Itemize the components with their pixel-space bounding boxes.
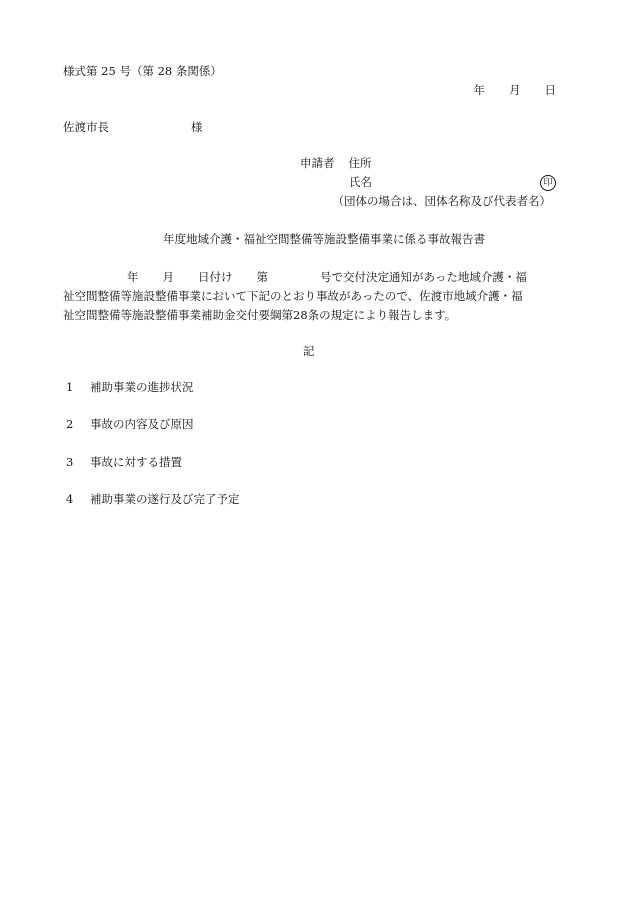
item-number: 2 <box>66 417 74 431</box>
group-note: （団体の場合は、団体名称及び代表者名） <box>332 194 551 208</box>
year-label: 年 <box>473 83 485 97</box>
body-line3: 祉空間整備等施設整備事業補助金交付要綱第28条の規定により報告します。 <box>63 308 457 322</box>
ki-heading: 記 <box>303 344 315 358</box>
body-date-suffix: 日付け <box>198 270 233 284</box>
item-label: 事故の内容及び原因 <box>90 417 194 431</box>
item-label: 補助事業の遂行及び完了予定 <box>90 492 240 506</box>
item-number: 3 <box>66 455 74 469</box>
addressee <box>63 122 203 134</box>
body-line1-rest: 号で交付決定通知があった地域介護・福 <box>320 270 527 284</box>
applicant-address-line <box>300 158 372 170</box>
report-title: 年度地域介護・福祉空間整備等施設整備事業に係る事故報告書 <box>163 232 485 246</box>
addressee-name: 佐渡市長 <box>63 120 109 134</box>
item-number: 4 <box>66 492 74 506</box>
list-item <box>66 382 194 394</box>
list-item <box>66 457 182 469</box>
seal-mark: 印 <box>540 175 556 191</box>
day-label: 日 <box>544 83 556 97</box>
body-year: 年 <box>127 270 139 284</box>
applicant-role-label: 申請者 <box>300 156 335 170</box>
month-label: 月 <box>509 83 521 97</box>
body-month: 月 <box>162 270 174 284</box>
item-label: 補助事業の進捗状況 <box>90 380 194 394</box>
addressee-honorific: 様 <box>191 120 203 134</box>
list-item <box>66 494 240 506</box>
name-label: 氏名 <box>349 175 372 189</box>
date-line <box>474 85 557 97</box>
list-item <box>66 419 194 431</box>
body-line2: 祉空間整備等施設整備事業において下記のとおり事故があったので、佐渡市地域介護・福 <box>63 289 523 303</box>
address-label: 住所 <box>348 156 372 170</box>
body-dai: 第 <box>256 270 268 284</box>
item-number: 1 <box>66 380 74 394</box>
item-label: 事故に対する措置 <box>90 455 182 469</box>
form-number: 様式第 25 号（第 28 条関係） <box>63 64 222 78</box>
body-paragraph <box>63 268 560 325</box>
